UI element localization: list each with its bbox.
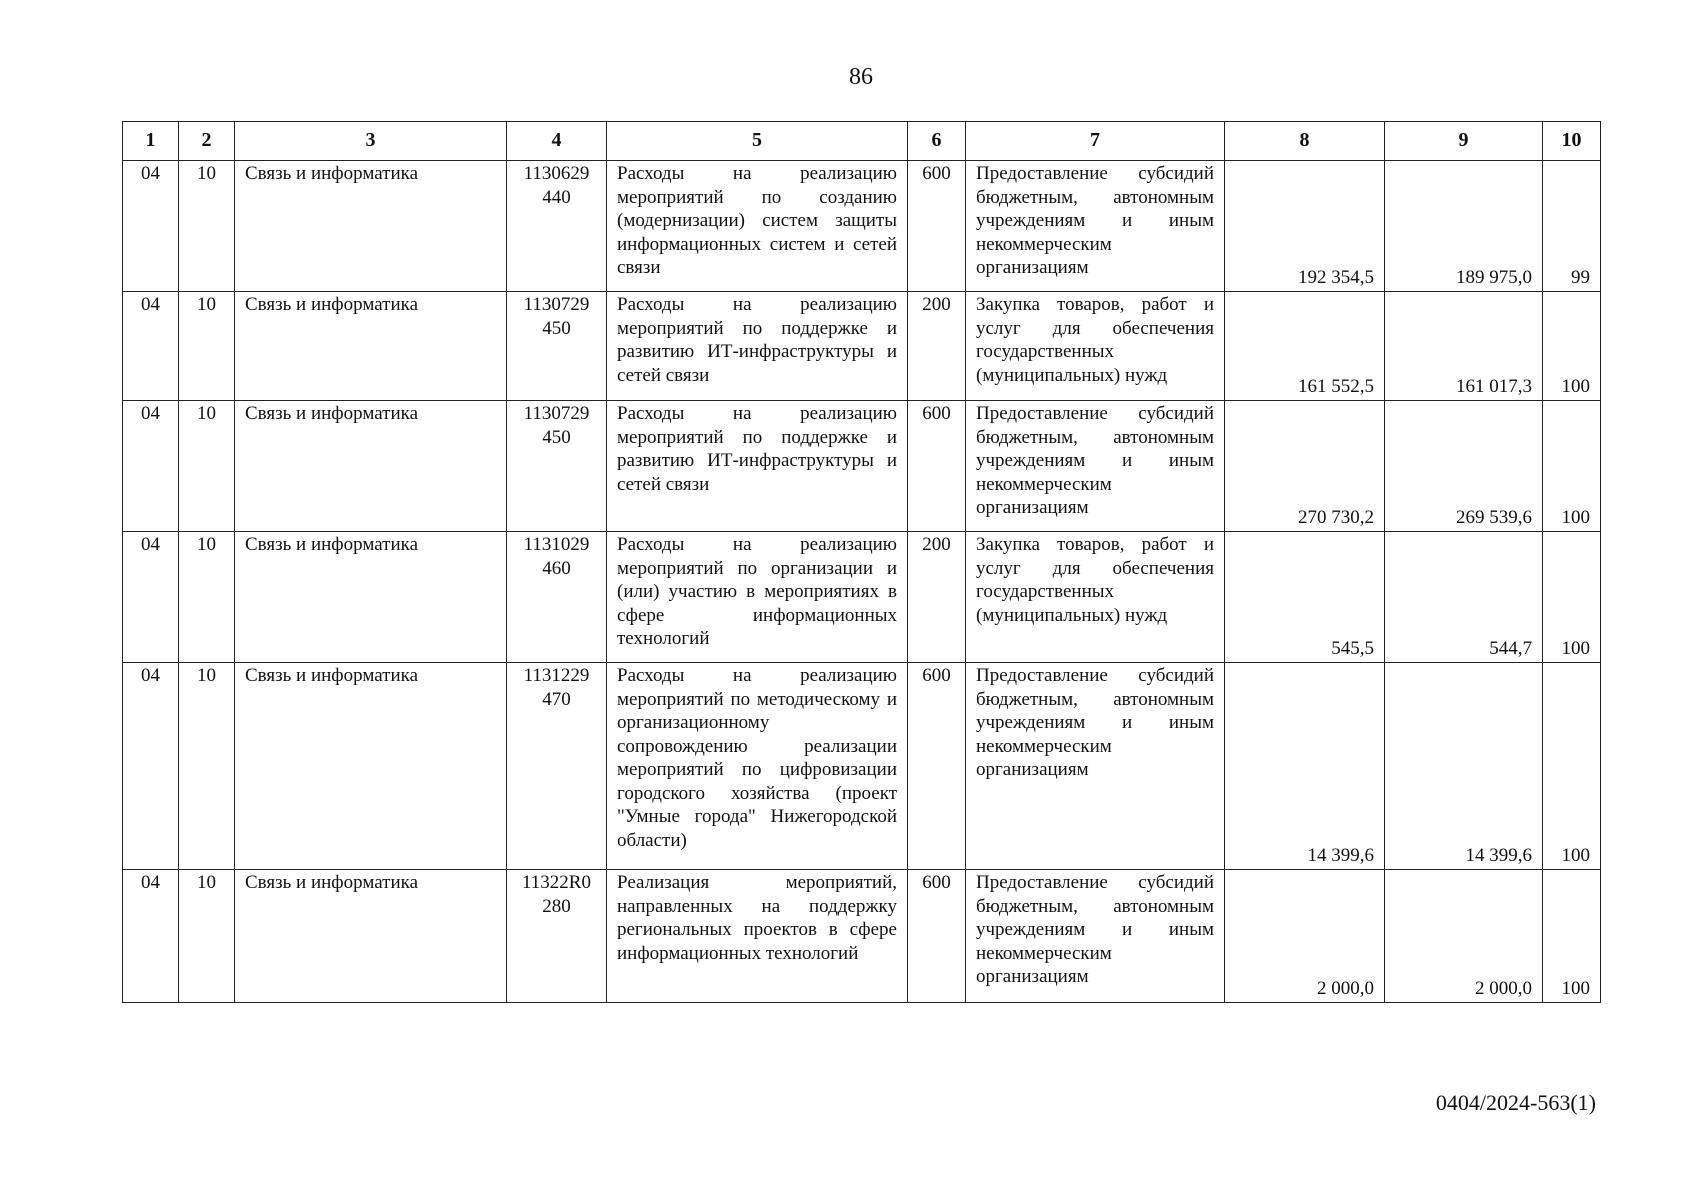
cell-section: 04 <box>123 870 179 1003</box>
cell-section: 04 <box>123 292 179 401</box>
cell-expense-type: 600 <box>908 161 966 292</box>
column-header: 4 <box>507 122 607 161</box>
column-header: 3 <box>235 122 507 161</box>
cell-subsection: 10 <box>179 401 235 532</box>
page-number: 86 <box>849 64 873 90</box>
cell-subsection: 10 <box>179 532 235 663</box>
column-header: 1 <box>123 122 179 161</box>
cell-description: Расходы на реализацию мероприятий по методическому и организационному сопровождению реализации мероприятий по цифровизации городского хозяйства (проект "Умные города" Нижегородской области) <box>607 663 908 870</box>
cell-name: Связь и информатика <box>235 161 507 292</box>
target-code-part: 11322R0 <box>522 872 591 893</box>
cell-description: Реализация мероприятий, направленных на поддержку региональных проектов в сфере информационных технологий <box>607 870 908 1003</box>
cell-expense-type: 600 <box>908 663 966 870</box>
cell-actual-amount: 2 000,0 <box>1385 870 1543 1003</box>
cell-planned-amount: 2 000,0 <box>1225 870 1385 1003</box>
cell-name: Связь и информатика <box>235 663 507 870</box>
target-code-part: 1130729 <box>523 294 590 315</box>
column-header: 7 <box>966 122 1225 161</box>
cell-description: Расходы на реализацию мероприятий по организации и (или) участию в мероприятиях в сфере информационных технологий <box>607 532 908 663</box>
cell-section: 04 <box>123 663 179 870</box>
column-header: 2 <box>179 122 235 161</box>
target-code-part: 470 <box>542 688 571 710</box>
target-code-part: 1130729 <box>523 403 590 424</box>
cell-description: Расходы на реализацию мероприятий по созданию (модернизации) систем защиты информационных систем и сетей связи <box>607 161 908 292</box>
cell-name: Связь и информатика <box>235 292 507 401</box>
target-code-part: 440 <box>542 186 571 208</box>
cell-expense-type: 600 <box>908 401 966 532</box>
cell-planned-amount: 14 399,6 <box>1225 663 1385 870</box>
cell-target-code <box>507 292 607 401</box>
target-code-part: 1130629 <box>523 163 590 184</box>
cell-target-code <box>507 870 607 1003</box>
cell-expense-type: 200 <box>908 292 966 401</box>
cell-expense-type-name: Предоставление субсидий бюджетным, автономным учреждениям и иным некоммерческим организациям <box>966 663 1225 870</box>
table-header-row <box>123 122 1601 161</box>
table-row <box>123 532 1601 663</box>
cell-target-code <box>507 663 607 870</box>
target-code-part: 450 <box>542 426 571 448</box>
cell-planned-amount: 192 354,5 <box>1225 161 1385 292</box>
cell-expense-type-name: Предоставление субсидий бюджетным, автономным учреждениям и иным некоммерческим организациям <box>966 870 1225 1003</box>
column-header: 5 <box>607 122 908 161</box>
cell-percent: 100 <box>1543 532 1601 663</box>
cell-actual-amount: 161 017,3 <box>1385 292 1543 401</box>
cell-expense-type-name: Предоставление субсидий бюджетным, автономным учреждениям и иным некоммерческим организациям <box>966 161 1225 292</box>
cell-section: 04 <box>123 161 179 292</box>
table-row <box>123 663 1601 870</box>
table-row <box>123 292 1601 401</box>
cell-expense-type: 600 <box>908 870 966 1003</box>
column-header: 10 <box>1543 122 1601 161</box>
cell-actual-amount: 189 975,0 <box>1385 161 1543 292</box>
cell-description: Расходы на реализацию мероприятий по поддержке и развитию ИТ-инфраструктуры и сетей связи <box>607 292 908 401</box>
cell-percent: 99 <box>1543 161 1601 292</box>
cell-percent: 100 <box>1543 292 1601 401</box>
cell-expense-type-name: Предоставление субсидий бюджетным, автономным учреждениям и иным некоммерческим организациям <box>966 401 1225 532</box>
column-header: 6 <box>908 122 966 161</box>
table-row <box>123 401 1601 532</box>
cell-subsection: 10 <box>179 663 235 870</box>
cell-expense-type-name: Закупка товаров, работ и услуг для обеспечения государственных (муниципальных) нужд <box>966 292 1225 401</box>
cell-percent: 100 <box>1543 870 1601 1003</box>
document-code: 0404/2024-563(1) <box>1435 1090 1596 1115</box>
cell-expense-type-name: Закупка товаров, работ и услуг для обеспечения государственных (муниципальных) нужд <box>966 532 1225 663</box>
budget-table <box>122 121 1601 1003</box>
cell-planned-amount: 545,5 <box>1225 532 1385 663</box>
cell-expense-type: 200 <box>908 532 966 663</box>
cell-percent: 100 <box>1543 663 1601 870</box>
target-code-part: 1131229 <box>523 665 590 686</box>
cell-percent: 100 <box>1543 401 1601 532</box>
cell-planned-amount: 270 730,2 <box>1225 401 1385 532</box>
cell-subsection: 10 <box>179 870 235 1003</box>
cell-subsection: 10 <box>179 292 235 401</box>
cell-target-code <box>507 532 607 663</box>
table-row <box>123 161 1601 292</box>
cell-actual-amount: 544,7 <box>1385 532 1543 663</box>
cell-section: 04 <box>123 532 179 663</box>
cell-planned-amount: 161 552,5 <box>1225 292 1385 401</box>
column-header: 9 <box>1385 122 1543 161</box>
cell-target-code <box>507 401 607 532</box>
cell-target-code <box>507 161 607 292</box>
cell-description: Расходы на реализацию мероприятий по поддержке и развитию ИТ-инфраструктуры и сетей связи <box>607 401 908 532</box>
target-code-part: 460 <box>542 557 571 579</box>
cell-name: Связь и информатика <box>235 401 507 532</box>
cell-actual-amount: 269 539,6 <box>1385 401 1543 532</box>
cell-subsection: 10 <box>179 161 235 292</box>
cell-name: Связь и информатика <box>235 870 507 1003</box>
column-header: 8 <box>1225 122 1385 161</box>
table-row <box>123 870 1601 1003</box>
cell-name: Связь и информатика <box>235 532 507 663</box>
cell-actual-amount: 14 399,6 <box>1385 663 1543 870</box>
target-code-part: 450 <box>542 317 571 339</box>
cell-section: 04 <box>123 401 179 532</box>
target-code-part: 280 <box>542 895 571 917</box>
target-code-part: 1131029 <box>523 534 590 555</box>
